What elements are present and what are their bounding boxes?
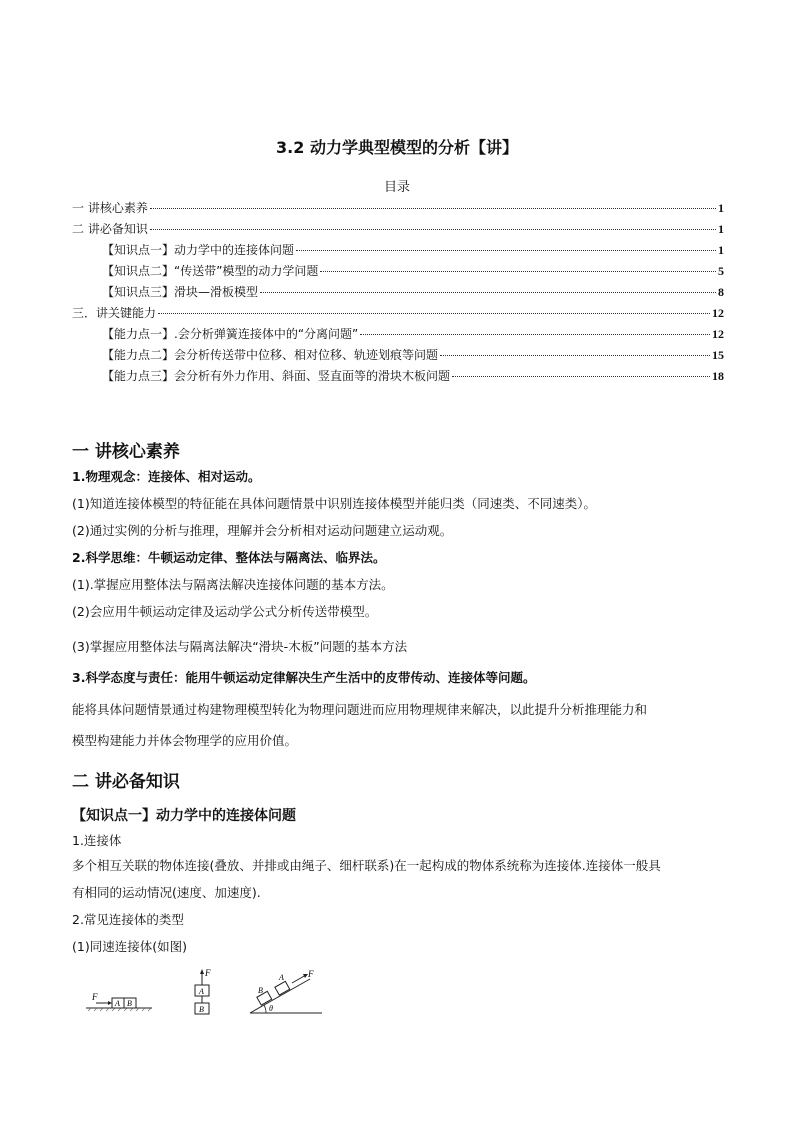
toc-entry-page: 8 xyxy=(718,285,724,299)
toc-leader xyxy=(150,208,716,209)
toc-leader xyxy=(150,229,716,230)
paragraph: (3)掌握应用整体法与隔离法解决“滑块-木板”问题的基本方法 xyxy=(72,639,408,654)
paragraph: 多个相互关联的物体连接(叠放、并排或由绳子、细杆联系)在一起构成的物体系统称为连接体.连接体一般具 xyxy=(72,858,661,873)
toc-entry-page: 18 xyxy=(712,369,724,383)
force-label: F xyxy=(92,992,98,1002)
toc-entry-page: 1 xyxy=(718,201,724,215)
toc-entry-page: 12 xyxy=(712,327,724,341)
page-title: 3.2 动力学典型模型的分析【讲】 xyxy=(276,138,518,157)
block-label: A xyxy=(115,999,120,1008)
toc-entry[interactable] xyxy=(72,366,724,387)
toc-leader xyxy=(320,271,716,272)
toc-entry-page: 5 xyxy=(718,264,724,278)
block-label: B xyxy=(258,986,263,995)
section-heading: 一 讲核心素养 xyxy=(72,442,180,462)
toc-entry[interactable] xyxy=(72,282,724,303)
block-label: B xyxy=(199,1005,204,1014)
block-label: A xyxy=(199,987,204,996)
force-label: F xyxy=(205,968,211,978)
paragraph: (2)会应用牛顿运动定律及运动学公式分析传送带模型。 xyxy=(72,604,378,619)
toc-entry-label: 【能力点一】.会分析弹簧连接体中的“分离问题” xyxy=(102,327,359,341)
toc-entry-label: 三．讲关键能力 xyxy=(72,306,157,320)
incline-diagram xyxy=(250,969,322,1013)
toc-entry[interactable] xyxy=(72,198,724,219)
toc-leader xyxy=(360,334,710,335)
toc-entry-page: 1 xyxy=(718,243,724,257)
toc-leader xyxy=(158,313,710,314)
block-label: B xyxy=(127,999,132,1008)
table-of-contents xyxy=(72,198,724,387)
toc-leader xyxy=(452,376,710,377)
angle-label: θ xyxy=(269,1004,273,1013)
force-label: F xyxy=(308,969,314,979)
paragraph: 2.科学思维：牛顿运动定律、整体法与隔离法、临界法。 xyxy=(72,550,386,565)
paragraph: (1).掌握应用整体法与隔离法解决连接体问题的基本方法。 xyxy=(72,577,394,592)
toc-leader xyxy=(260,292,716,293)
paragraph: 3.科学态度与责任：能用牛顿运动定律解决生产生活中的皮带传动、连接体等问题。 xyxy=(72,670,536,685)
paragraph: 有相同的运动情况(速度、加速度). xyxy=(72,885,261,900)
connected-bodies-figure xyxy=(82,965,342,1020)
toc-entry[interactable] xyxy=(72,261,724,282)
toc-entry-page: 1 xyxy=(718,222,724,236)
paragraph: (1)知道连接体模型的特征能在具体问题情景中识别连接体模型并能归类（同速类、不同速类）。 xyxy=(72,496,596,511)
toc-entry-label: 【能力点二】会分析传送带中位移、相对位移、轨迹划痕等问题 xyxy=(102,348,439,362)
paragraph: 模型构建能力并体会物理学的应用价值。 xyxy=(72,733,298,748)
toc-entry-page: 15 xyxy=(712,348,724,362)
toc-heading: 目录 xyxy=(383,180,410,195)
toc-leader xyxy=(296,250,716,251)
toc-entry[interactable] xyxy=(72,240,724,261)
toc-entry-label: 【知识点二】“传送带”模型的动力学问题 xyxy=(102,264,319,278)
toc-entry-page: 12 xyxy=(712,306,724,320)
toc-entry-label: 【知识点一】动力学中的连接体问题 xyxy=(102,243,295,257)
toc-leader xyxy=(440,355,710,356)
toc-entry[interactable] xyxy=(72,345,724,366)
toc-entry-label: 【能力点三】会分析有外力作用、斜面、竖直面等的滑块木板问题 xyxy=(102,369,451,383)
block-label: A xyxy=(279,973,284,982)
toc-entry-label: 【知识点三】滑块—滑板模型 xyxy=(102,285,259,299)
toc-entry-label: 二 讲必备知识 xyxy=(72,222,148,236)
toc-entry-label: 一 讲核心素养 xyxy=(72,201,148,215)
toc-entry[interactable] xyxy=(72,324,724,345)
toc-entry[interactable] xyxy=(72,219,724,240)
paragraph: 2.常见连接体的类型 xyxy=(72,912,184,927)
subsection-heading: 【知识点一】动力学中的连接体问题 xyxy=(72,808,296,824)
section-heading: 二 讲必备知识 xyxy=(72,772,180,792)
paragraph: (2)通过实例的分析与推理，理解并会分析相对运动问题建立运动观。 xyxy=(72,523,453,538)
toc-entry[interactable] xyxy=(72,303,724,324)
paragraph: 能将具体问题情景通过构建物理模型转化为物理问题进而应用物理规律来解决，以此提升分析推理能力和 xyxy=(72,702,648,717)
paragraph: 1.连接体 xyxy=(72,833,122,848)
paragraph: 1.物理观念：连接体、相对运动。 xyxy=(72,469,261,484)
paragraph: (1)同速连接体(如图) xyxy=(72,939,187,954)
vertical-pull-diagram xyxy=(195,968,211,1014)
horizontal-push-diagram xyxy=(86,992,152,1011)
